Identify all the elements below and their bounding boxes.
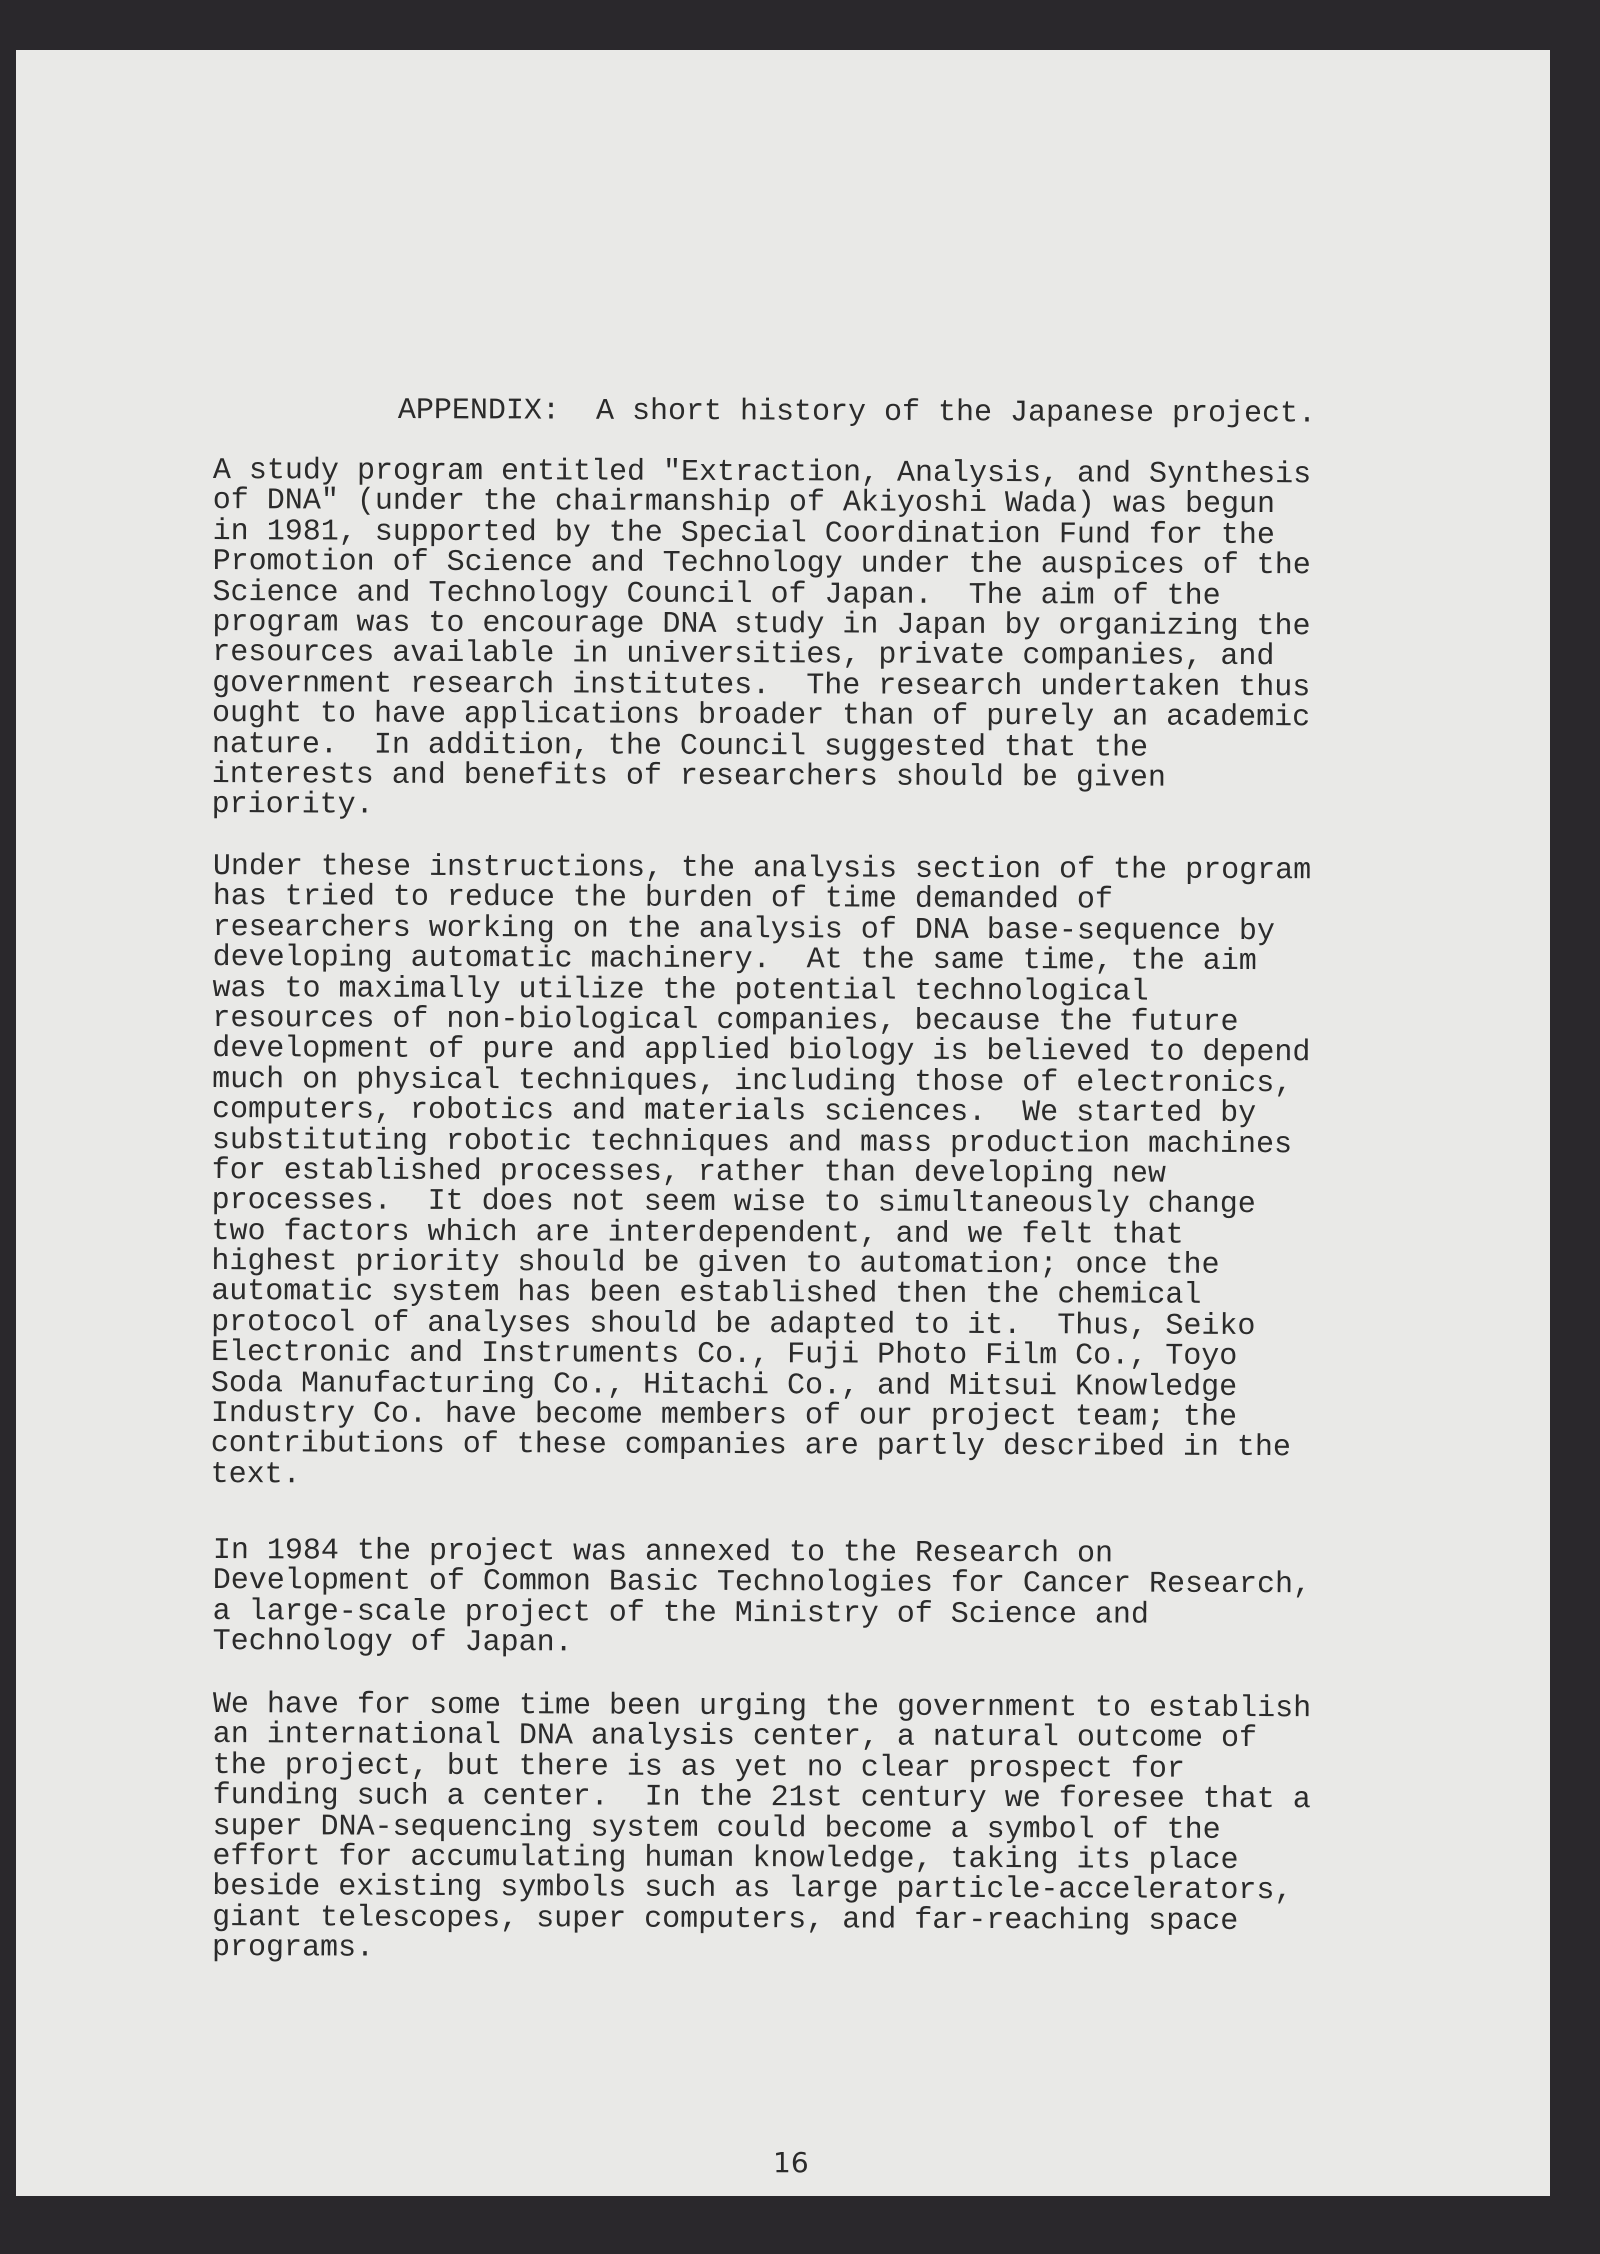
text-line: two factors which are interdependent, and we felt that: [211, 1214, 1184, 1253]
text-line: nature. In addition, the Council suggested that the: [211, 727, 1149, 766]
text-line: developing automatic machinery. At the same time, the aim: [212, 941, 1257, 980]
text-line: substituting robotic techniques and mass production machines: [211, 1123, 1293, 1162]
text-line: Industry Co. have become members of our project team; the: [210, 1397, 1238, 1435]
paragraph-2: [211, 852, 1312, 1494]
text-line: beside existing symbols such as large particle-accelerators,: [212, 1870, 1293, 1909]
text-line: effort for accumulating human knowledge, taking its place: [212, 1839, 1239, 1878]
text-line: contributions of these companies are partly described in the: [210, 1427, 1291, 1466]
text-line: has tried to reduce the burden of time demanded of: [212, 880, 1114, 918]
text-line: automatic system has been established then the chemical: [211, 1275, 1202, 1314]
text-line: Promotion of Science and Technology under the auspices of the: [212, 545, 1311, 584]
appendix-title: APPENDIX: A short history of the Japanese project.: [397, 394, 1317, 432]
text-line: giant telescopes, super computers, and far-reaching space: [212, 1900, 1239, 1939]
text-line: interests and benefits of researchers should be given: [211, 757, 1166, 796]
text-line: for established processes, rather than developing new: [211, 1153, 1166, 1192]
text-line: highest priority should be given to automation; once the: [211, 1245, 1220, 1283]
paragraph-4: [212, 1690, 1311, 1968]
text-line: the project, but there is as yet no clear prospect for: [212, 1748, 1185, 1787]
text-line: protocol of analyses should be adapted to it. Thus, Seiko: [211, 1305, 1256, 1344]
text-line: Technology of Japan.: [212, 1625, 573, 1661]
text-line: Soda Manufacturing Co., Hitachi Co., and Mitsui Knowledge: [210, 1366, 1238, 1405]
text-line: development of pure and applied biology is believed to depend: [212, 1032, 1311, 1071]
text-line: In 1984 the project was annexed to the Research on: [212, 1534, 1114, 1572]
text-line: Electronic and Instruments Co., Fuji Photo Film Co., Toyo: [211, 1336, 1238, 1375]
text-line: programs.: [211, 1931, 375, 1966]
text-line: program was to encourage DNA study in Japan by organizing the: [212, 605, 1311, 645]
paragraph-3: [213, 1536, 1312, 1662]
text-line: We have for some time been urging the government to establish: [212, 1688, 1312, 1727]
text-line: funding such a center. In the 21st century we foresee that a: [212, 1779, 1311, 1818]
text-line: of DNA" (under the chairmanship of Akiyoshi Wada) was begun: [212, 484, 1276, 523]
paragraph-1: [212, 456, 1312, 825]
text-line: was to maximally utilize the potential technological: [212, 971, 1149, 1010]
text-line: text.: [210, 1457, 301, 1493]
text-line: ought to have applications broader than of purely an academic: [211, 697, 1311, 736]
page-number: 16: [773, 2146, 809, 2179]
text-line: an international DNA analysis center, a natural outcome of: [212, 1718, 1258, 1757]
text-line: Development of Common Basic Technologies for Cancer Research,: [212, 1564, 1312, 1603]
text-line: resources available in universities, private companies, and: [212, 636, 1275, 675]
text-line: researchers working on the analysis of DNA base-sequence by: [212, 910, 1275, 949]
text-line: a large-scale project of the Ministry of Science and: [212, 1594, 1149, 1633]
text-line: super DNA-sequencing system could become a symbol of the: [212, 1809, 1221, 1848]
text-line: computers, robotics and materials sciences. We started by: [211, 1093, 1257, 1132]
text-line: priority.: [211, 788, 374, 823]
text-line: processes. It does not seem wise to simultaneously change: [211, 1184, 1256, 1223]
text-line: government research institutes. The research undertaken thus: [212, 666, 1311, 705]
text-line: much on physical techniques, including those of electronics,: [212, 1062, 1293, 1101]
text-line: in 1981, supported by the Special Coordination Fund for the: [212, 514, 1275, 553]
text-line: A study program entitled "Extraction, Analysis, and Synthesis: [212, 454, 1312, 493]
text-line: resources of non-biological companies, because the future: [212, 1001, 1239, 1040]
text-line: Under these instructions, the analysis section of the program: [212, 850, 1312, 889]
text-line: Science and Technology Council of Japan. The aim of the: [212, 575, 1221, 614]
